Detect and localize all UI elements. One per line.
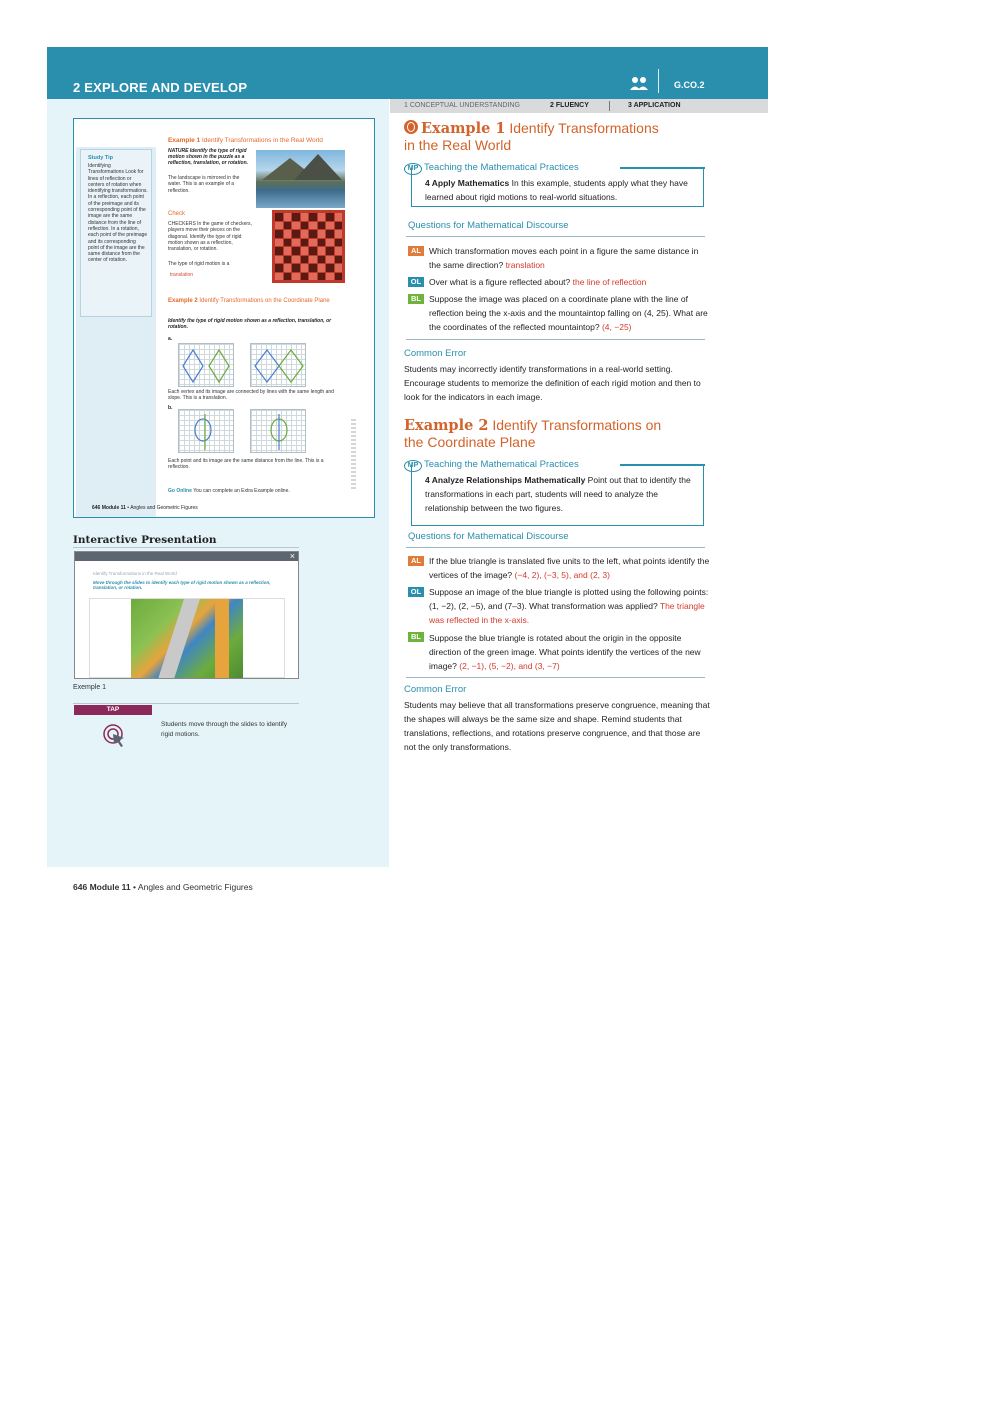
coordinate-grid-a2: [250, 343, 306, 387]
study-tip-title: Study Tip: [88, 155, 113, 161]
interactive-rule-2: [73, 703, 299, 704]
example1-questions-rule: [406, 236, 705, 237]
thumb-example1-heading: [168, 137, 323, 144]
example2-question-al: If the blue triangle is translated five units to the left, what points identify the vertices of the image? (−4, 2), (−3, 5), and (2, 3): [429, 556, 710, 580]
thumb-example1-question: NATURE Identify the type of rigid motion shown in the puzzle as a reflection, translation, or rotation.: [168, 148, 249, 166]
thumb-example1-label: Example 1: [168, 137, 201, 144]
example1-label: Example 1: [421, 120, 506, 137]
example2-common-error-head: Common Error: [404, 684, 467, 695]
coordinate-grid-b2: [250, 409, 306, 453]
example2-questions-rule: [406, 547, 705, 548]
thumb-part-a-answer: Each vertex and its image are connected by lines with the same length and slope. This is a translation.: [168, 389, 334, 402]
progress-step-application: 3 APPLICATION: [628, 102, 681, 109]
example2-mp-body: [425, 473, 695, 515]
footer-topic: Angles and Geometric Figures: [137, 882, 253, 892]
answer-text: translation: [505, 260, 545, 270]
answer-text: (4, −25): [601, 322, 632, 332]
bl-badge: BL: [408, 294, 424, 304]
tap-description: Students move through the slides to identify rigid motions.: [161, 721, 288, 738]
thumb-part-a-label: a.: [168, 336, 173, 342]
footer-page-number: 646: [73, 882, 88, 892]
example1-question-bl: Suppose the image was placed on a coordinate plane with the line of reflection being the x-axis and the mountaintop falling on (4, 25). What are the coordinates of the reflected mountaintop? (4, −25): [429, 294, 708, 332]
example1-common-error-head: Common Error: [404, 348, 467, 359]
section-header: [47, 47, 768, 99]
thumb-page-footer: 646 Module 11 • Angles and Geometric Figures: [92, 505, 198, 511]
thumb-part-b-label: b.: [168, 405, 173, 411]
thumb-example2-heading: [168, 297, 348, 305]
thumb-example2-question: Identify the type of rigid motion shown as a reflection, translation, or rotation.: [168, 318, 332, 330]
example1-mp-text: In this example, students apply what they have learned about rigid motions to real-world situations.: [425, 178, 688, 202]
thumb-example1-answer: The landscape is mirrored in the water. This is an example of a reflection.: [168, 175, 240, 194]
example2-questions-head: Questions for Mathematical Discourse: [408, 531, 569, 542]
example2-questions-end-rule: [406, 677, 705, 678]
slide-title: Identify Transformations in the Real World: [93, 571, 177, 576]
progress-step-conceptual: 1 CONCEPTUAL UNDERSTANDING: [404, 102, 520, 109]
example2-common-error-body: Students may believe that all transformations preserve congruence, meaning that the shapes will always be the same size and shape. Remind students that translations, reflections, and rotations preserve congruence, and that those are not the only transformations.: [404, 700, 710, 752]
student-page-thumbnail: [73, 118, 375, 518]
slide-question: Move through the slides to identify each type of rigid motion shown as a reflection, translation, or rotation.: [93, 580, 271, 590]
example1-heading: [404, 120, 659, 137]
thumb-check-body: CHECKERS In the game of checkers, players move their pieces on the diagonal. Identify the type of rigid motion shown as a reflection, translation, or rotation.: [168, 221, 252, 253]
study-tip-body: Identifying Transformations Look for lines of reflection or centers of rotation when identifying transformations. In a reflection, each point of the preimage and its corresponding point of the image are the same distance from the line of reflection. In a rotation, each point of the preimage and its corresponding point of the image are the same distance from the center of rotation.: [88, 163, 148, 264]
mp-badge-icon: MP: [404, 460, 422, 472]
tap-label: TAP: [74, 705, 152, 715]
thumb-check-answer-value: translation: [170, 272, 194, 278]
answer-text: (−4, 2), (−3, 5), and (2, 3): [514, 570, 610, 580]
photo-credit: [351, 419, 356, 489]
interactive-slide-preview[interactable]: [74, 551, 299, 679]
globe-icon: [404, 120, 418, 134]
thumb-page-topic: Angles and Geometric Figures: [130, 505, 198, 511]
slide-titlebar: [75, 552, 298, 561]
example2-question-bl: Suppose the blue triangle is rotated about the origin in the opposite direction of the green image. What points identify the vertices of the new image? (2, −1), (5, −2), and (3, −7): [429, 633, 701, 671]
example1-question-ol: Over what is a figure reflected about? the line of reflection: [429, 277, 647, 287]
example1-questions-head: Questions for Mathematical Discourse: [408, 220, 569, 231]
board-game-image: [131, 599, 243, 679]
people-icon: [629, 75, 649, 91]
mountain-lake-photo: [256, 150, 345, 208]
progress-tabs: [390, 99, 768, 113]
page-footer: [73, 882, 253, 892]
thumb-page-module: Module 11: [101, 505, 126, 511]
thumb-example2-title: Identify Transformations on the Coordinate Plane: [199, 298, 330, 304]
thumb-check-label: Check: [168, 211, 186, 217]
thumb-check-answer: The type of rigid motion is a: [168, 261, 230, 267]
example1-questions-end-rule: [406, 339, 705, 340]
header-divider: [658, 69, 659, 93]
thumb-page-number: 646: [92, 505, 101, 511]
thumb-part-b-answer: Each point and its image are the same distance from the line. This is a reflection.: [168, 458, 324, 471]
interactive-caption: Exemple 1: [73, 684, 107, 691]
example1-title-line2: in the Real World: [404, 137, 512, 153]
coordinate-grid-a1: [178, 343, 234, 387]
close-icon[interactable]: ×: [289, 551, 295, 561]
thumb-example2-label: Example 2: [168, 298, 198, 304]
bl-badge: BL: [408, 632, 424, 642]
interactive-rule: [73, 547, 299, 548]
al-badge: AL: [408, 246, 424, 256]
al-badge: AL: [408, 556, 424, 566]
interactive-presentation-title: Interactive Presentation: [73, 534, 217, 546]
example2-mp-bold: 4 Analyze Relationships Mathematically: [425, 475, 586, 485]
ol-badge: OL: [408, 587, 424, 597]
footer-module: Module 11: [89, 882, 131, 892]
tap-pointer-icon: [102, 723, 128, 749]
thumb-go-online-label: Go Online: [168, 488, 192, 494]
example2-mp-title-text: Teaching the Mathematical Practices: [424, 459, 579, 470]
thumb-go-online: [168, 488, 290, 494]
answer-text: (2, −1), (5, −2), and (3, −7): [459, 661, 560, 671]
example1-mp-body: [425, 176, 695, 204]
example1-question-al: Which transformation moves each point in a figure the same distance in the same direction? translation: [429, 246, 699, 270]
section-title: 2 EXPLORE AND DEVELOP: [73, 80, 248, 95]
example2-heading: [404, 417, 661, 434]
answer-text: the line of reflection: [572, 277, 647, 287]
example2-question-ol: Suppose an image of the blue triangle is plotted using the following points: (1, −2), (2, −5), and (7–3). What transformation was applied? The triangle was reflected in the x-axis.: [429, 587, 709, 625]
example1-mp-title-text: Teaching the Mathematical Practices: [424, 162, 579, 173]
mp-badge-icon: MP: [404, 163, 422, 175]
example2-title-line1: Identify Transformations on: [492, 417, 662, 433]
answer-text: The triangle was reflected in the x-axis.: [429, 601, 705, 625]
example2-mp-text: Point out that to identify the transformations in each part, students will need to analyze the relationship between the two figures.: [425, 475, 691, 513]
coordinate-grid-b1: [178, 409, 234, 453]
progress-separator: [609, 101, 610, 111]
example1-title-line1: Identify Transformations: [509, 120, 659, 136]
footer-separator: •: [133, 882, 137, 892]
example2-title-line2: the Coordinate Plane: [404, 434, 536, 450]
example2-label: Example 2: [404, 417, 489, 434]
example1-common-error-body: Students may incorrectly identify transformations in a real-world setting. Encourage students to memorize the definition of each rigid motion and then to look for the indicators in each image.: [404, 364, 701, 402]
checkerboard-image: [272, 210, 345, 283]
thumb-go-online-text: You can complete an Extra Example online.: [193, 488, 290, 494]
example1-mp-bold: 4 Apply Mathematics: [425, 178, 510, 188]
thumb-example1-title: Identify Transformations in the Real World: [201, 137, 323, 144]
progress-step-fluency: 2 FLUENCY: [550, 102, 589, 109]
standard-code: G.CO.2: [674, 80, 705, 90]
ol-badge: OL: [408, 277, 424, 287]
